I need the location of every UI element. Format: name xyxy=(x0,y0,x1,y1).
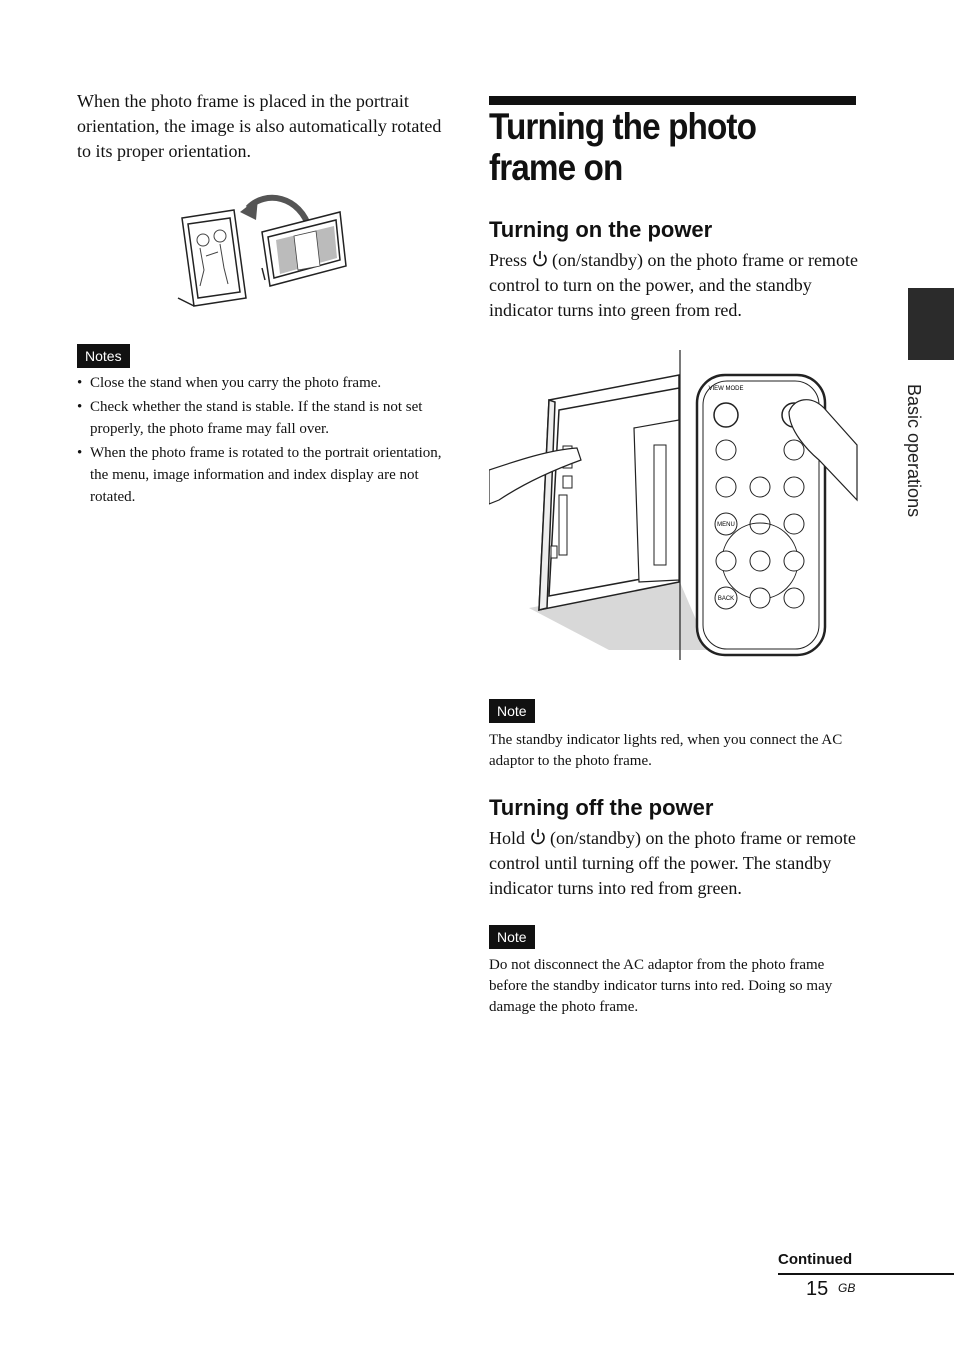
portrait-frame xyxy=(178,210,246,306)
note-badge-power-off: Note xyxy=(489,925,535,949)
power-on-heading: Turning on the power xyxy=(489,217,713,242)
power-icon xyxy=(532,250,548,268)
section-tab-label: Basic operations xyxy=(904,384,924,518)
note-power-on: The standby indicator lights red, when you connect the AC adaptor to the photo frame. xyxy=(489,732,843,769)
frame-and-remote-illustration xyxy=(489,350,859,662)
list-item: • Close the stand when you carry the photo frame. xyxy=(77,372,447,394)
footer-rule xyxy=(778,1273,954,1275)
notes-list xyxy=(77,372,447,510)
page-region: GB xyxy=(838,1281,856,1295)
list-item: • When the photo frame is rotated to the portrait orientation, the menu, image information and index display are not rotated. xyxy=(77,442,447,508)
notes-badge: Notes xyxy=(77,344,130,368)
list-item: • Check whether the stand is stable. If the stand is not set properly, the photo frame may fall over. xyxy=(77,396,447,440)
page-title: Turning the photo frame on xyxy=(489,106,757,188)
remote-back-label: BACK xyxy=(717,596,735,602)
remote-menu-label: MENU xyxy=(717,522,735,528)
note-badge-power-on: Note xyxy=(489,699,535,723)
intro-paragraph: When the photo frame is placed in the portrait orientation, the image is also automatically rotated to its proper orientation. xyxy=(77,91,442,161)
section-tab-marker xyxy=(908,288,954,360)
power-off-heading: Turning off the power xyxy=(489,795,714,820)
power-off-text: Hold (on/standby) on the photo frame or remote control until turning off the power. The standby indicator turns into red from green. xyxy=(489,828,856,898)
note-power-off: Do not disconnect the AC adaptor from the photo frame before the standby indicator turns into red. Doing so may damage the photo frame. xyxy=(489,957,833,1015)
continued-label: Continued xyxy=(778,1251,853,1268)
remote-view-mode-label: VIEW MODE xyxy=(708,386,744,392)
rotation-illustration xyxy=(170,190,360,312)
power-on-text: Press (on/standby) on the photo frame or remote control to turn on the power, and the standby indicator turns into green from red. xyxy=(489,250,858,320)
title-rule xyxy=(489,96,856,105)
power-icon xyxy=(530,828,546,846)
page-number: 15 xyxy=(806,1278,829,1300)
